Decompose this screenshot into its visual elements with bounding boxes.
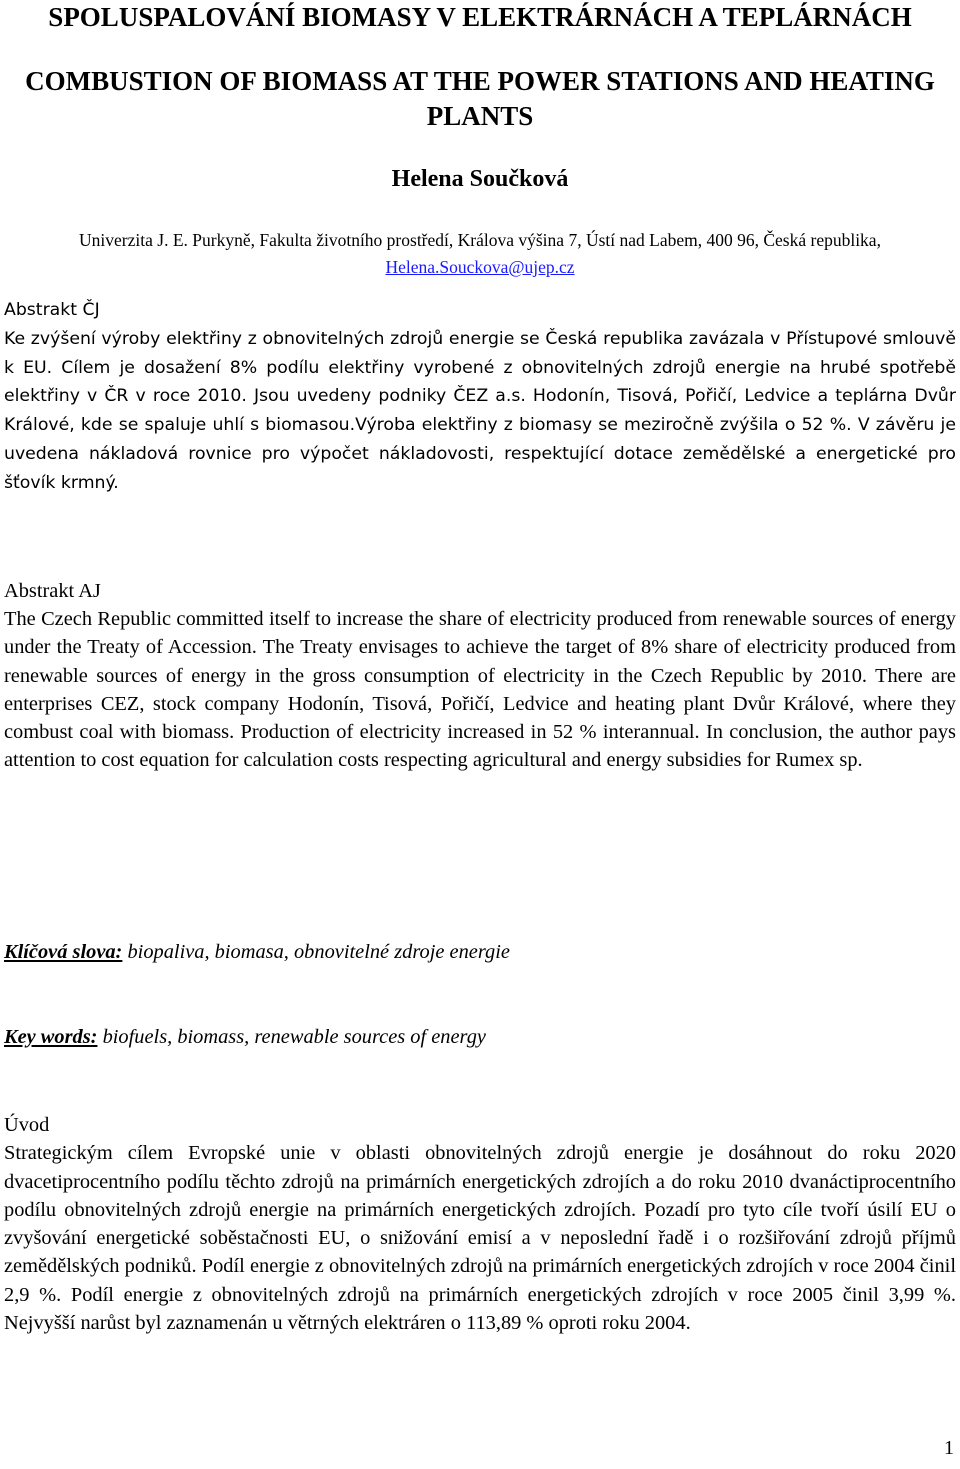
abstract-czech (4, 296, 956, 498)
introduction-text: Strategickým cílem Evropské unie v oblasti obnovitelných zdrojů energie je dosáhnout do roku 2020 dvacetiprocentního podílu těchto zdrojů na primárních energetických zdrojích a do roku 2010 dvanáctiprocentního podílu obnovitelných zdrojů energie na primárních energetických zdrojích. Pozadí pro tyto cíle tvoří úsilí EU o zvyšování energetické soběstačnosti EU, o snižování emisí a v neposlední řadě i o rozšiřování zdrojů příjmů zemědělských podniků. Podíl energie z obnovitelných zdrojů na primárních energetických zdrojích v roce 2004 činil 2,9 %. Podíl energie z obnovitelných zdrojů na primárních energetických zdrojích v roce 2005 činil 3,99 %. Nejvyšší narůst byl zaznamenán u větrných elektráren o 113,89 % oproti roku 2004. (4, 1142, 956, 1335)
keywords-czech-values: biopaliva, biomasa, obnovitelné zdroje energie (127, 941, 510, 963)
keywords-czech-label: Klíčová slova: (4, 941, 123, 963)
keywords-english (4, 1026, 956, 1049)
affiliation-text: Univerzita J. E. Purkyně, Fakulta životního prostředí, Králova výšina 7, Ústí nad Labem, 400 96, Česká republika, (79, 230, 881, 250)
author-name: Helena Součková (391, 166, 569, 192)
keywords-english-values: biofuels, biomass, renewable sources of energy (102, 1026, 486, 1048)
abstract-english (4, 577, 956, 774)
email-link[interactable]: Helena.Souckova@ujep.cz (385, 257, 575, 277)
abstract-czech-heading: Abstrakt ČJ (4, 300, 100, 320)
keywords-czech (4, 941, 956, 964)
introduction-heading: Úvod (4, 1114, 50, 1136)
introduction (4, 1111, 956, 1337)
page-number: 1 (944, 1437, 954, 1459)
abstract-english-text: The Czech Republic committed itself to increase the share of electricity produced from renewable sources of energy under the Treaty of Accession. The Treaty envisages to achieve the target of 8% share of electricity produced from renewable sources of energy in the gross consumption of electricity in the Czech Republic by 2010. There are enterprises CEZ, stock company Hodonín, Tisová, Pořičí, Ledvice and heating plant Dvůr Králové, where they combust coal with biomass. Production of electricity increased in 52 % interannual. In conclusion, the author pays attention to cost equation for calculation costs respecting agricultural and energy subsidies for Rumex sp. (4, 608, 956, 772)
title-english: COMBUSTION OF BIOMASS AT THE POWER STATIONS AND HEATING PLANTS (25, 66, 935, 131)
abstract-czech-text: Ke zvýšení výroby elektřiny z obnovitelných zdrojů energie se Česká republika zavázala v Přístupové smlouvě k EU. Cílem je dosažení 8% podílu elektřiny vyrobené z obnovitelných zdrojů energie na hrubé spotřebě elektřiny v ČR v roce 2010. Jsou uvedeny podniky ČEZ a.s. Hodonín, Tisová, Pořičí, Ledvice a teplárna Dvůr Králové, kde se spaluje uhlí s biomasou.Výroba elektřiny z biomasy se meziročně zvýšila o 52 %. V závěru je uvedena nákladová rovnice pro výpočet nákladovosti, respektující dotace zemědělské a energetické pro šťovík krmný. (4, 328, 956, 493)
title-czech: SPOLUSPALOVÁNÍ BIOMASY V ELEKTRÁRNÁCH A TEPLÁRNÁCH (48, 2, 912, 32)
abstract-english-heading: Abstrakt AJ (4, 580, 101, 602)
keywords-english-label: Key words: (4, 1026, 98, 1048)
affiliation (0, 227, 960, 281)
